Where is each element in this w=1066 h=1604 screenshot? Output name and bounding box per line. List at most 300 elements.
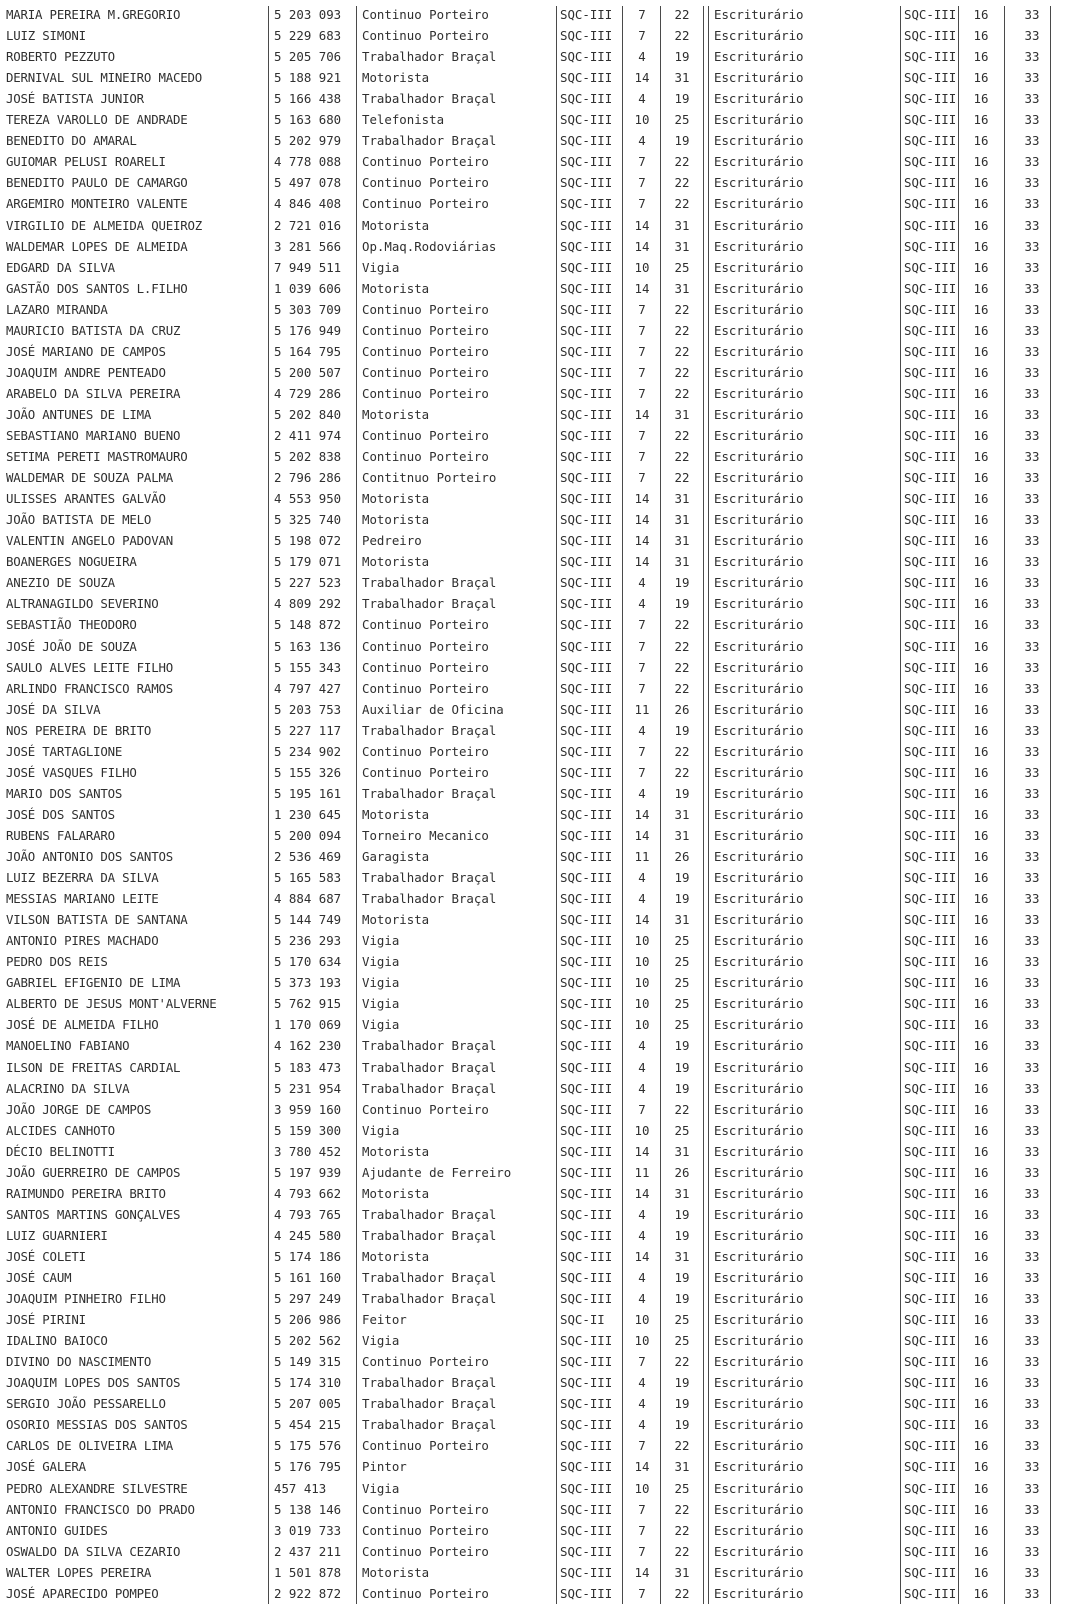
table-row xyxy=(0,951,1066,972)
new-table-cell: SQC-III xyxy=(904,1227,957,1243)
new-position-cell: Escriturário xyxy=(714,659,804,675)
current-table-cell: SQC-III xyxy=(560,1291,613,1307)
current-reference-cell: 19 xyxy=(674,1375,690,1391)
current-position-cell: Trabalhador Braçal xyxy=(362,1059,497,1075)
current-position-cell: Continuo Porteiro xyxy=(362,1354,489,1370)
current-position-cell: Trabalhador Braçal xyxy=(362,1291,497,1307)
current-level-cell: 14 xyxy=(634,1459,650,1475)
new-reference-cell: 33 xyxy=(1024,238,1040,254)
employee-name-cell: JOSÉ PIRINI xyxy=(6,1312,86,1328)
current-position-cell: Trabalhador Braçal xyxy=(362,133,497,149)
current-level-cell: 7 xyxy=(638,1354,646,1370)
table-row xyxy=(0,1057,1066,1078)
new-level-cell: 16 xyxy=(973,133,989,149)
table-row xyxy=(0,614,1066,635)
new-position-cell: Escriturário xyxy=(714,449,804,465)
new-reference-cell: 33 xyxy=(1024,1227,1040,1243)
new-reference-cell: 33 xyxy=(1024,175,1040,191)
current-position-cell: Motorista xyxy=(362,1564,430,1580)
employee-name-cell: SETIMA PERETI MASTROMAURO xyxy=(6,449,188,465)
current-position-cell: Motorista xyxy=(362,280,430,296)
new-reference-cell: 33 xyxy=(1024,7,1040,22)
table-row xyxy=(0,699,1066,720)
registration-number-cell: 3 780 452 xyxy=(274,1143,342,1159)
registration-number-cell: 5 176 949 xyxy=(274,322,342,338)
new-table-cell: SQC-III xyxy=(904,975,957,991)
table-row xyxy=(0,215,1066,236)
current-table-cell: SQC-III xyxy=(560,1164,613,1180)
current-reference-cell: 31 xyxy=(674,406,690,422)
current-table-cell: SQC-III xyxy=(560,406,613,422)
new-level-cell: 16 xyxy=(973,659,989,675)
current-position-cell: Trabalhador Braçal xyxy=(362,722,497,738)
registration-number-cell: 5 163 680 xyxy=(274,112,342,128)
new-position-cell: Escriturário xyxy=(714,1354,804,1370)
new-table-cell: SQC-III xyxy=(904,1585,957,1601)
current-table-cell: SQC-III xyxy=(560,1101,613,1117)
new-reference-cell: 33 xyxy=(1024,617,1040,633)
current-reference-cell: 22 xyxy=(674,659,690,675)
new-table-cell: SQC-III xyxy=(904,680,957,696)
current-position-cell: Motorista xyxy=(362,512,430,528)
employee-name-cell: JOSÉ MARIANO DE CAMPOS xyxy=(6,343,166,359)
current-reference-cell: 19 xyxy=(674,1059,690,1075)
table-row xyxy=(0,888,1066,909)
new-reference-cell: 33 xyxy=(1024,954,1040,970)
current-reference-cell: 22 xyxy=(674,680,690,696)
current-position-cell: Trabalhador Braçal xyxy=(362,1038,497,1054)
current-position-cell: Torneiro Mecanico xyxy=(362,827,489,843)
current-reference-cell: 19 xyxy=(674,785,690,801)
column-rule xyxy=(1050,6,1051,1604)
registration-number-cell: 4 809 292 xyxy=(274,596,342,612)
table-row xyxy=(0,4,1066,25)
new-level-cell: 16 xyxy=(973,743,989,759)
current-position-cell: Continuo Porteiro xyxy=(362,175,489,191)
new-level-cell: 16 xyxy=(973,217,989,233)
new-position-cell: Escriturário xyxy=(714,954,804,970)
current-level-cell: 7 xyxy=(638,428,646,443)
current-table-cell: SQC-III xyxy=(560,175,613,191)
current-level-cell: 4 xyxy=(638,785,646,801)
current-position-cell: Continuo Porteiro xyxy=(362,680,489,696)
table-row xyxy=(0,383,1066,404)
table-row xyxy=(0,257,1066,278)
current-reference-cell: 31 xyxy=(674,280,690,296)
new-level-cell: 16 xyxy=(973,975,989,991)
table-row xyxy=(0,825,1066,846)
registration-number-cell: 5 176 795 xyxy=(274,1459,342,1475)
current-position-cell: Telefonista xyxy=(362,112,445,128)
table-row xyxy=(0,1141,1066,1162)
current-table-cell: SQC-III xyxy=(560,933,613,949)
registration-number-cell: 5 202 838 xyxy=(274,449,342,465)
current-table-cell: SQC-III xyxy=(560,1480,613,1496)
new-position-cell: Escriturário xyxy=(714,1185,804,1201)
current-table-cell: SQC-III xyxy=(560,1459,613,1475)
new-level-cell: 16 xyxy=(973,91,989,107)
current-position-cell: Trabalhador Braçal xyxy=(362,785,497,801)
new-position-cell: Escriturário xyxy=(714,617,804,633)
employee-name-cell: SERGIO JOÃO PESSARELLO xyxy=(6,1396,166,1412)
new-position-cell: Escriturário xyxy=(714,1248,804,1264)
new-position-cell: Escriturário xyxy=(714,1438,804,1454)
new-table-cell: SQC-III xyxy=(904,301,957,317)
new-position-cell: Escriturário xyxy=(714,512,804,528)
current-level-cell: 4 xyxy=(638,1206,646,1222)
current-reference-cell: 19 xyxy=(674,1038,690,1054)
new-level-cell: 16 xyxy=(973,1059,989,1075)
employee-name-cell: JOÃO ANTONIO DOS SANTOS xyxy=(6,849,173,864)
new-level-cell: 16 xyxy=(973,1438,989,1454)
registration-number-cell: 5 231 954 xyxy=(274,1080,342,1096)
current-level-cell: 14 xyxy=(634,806,650,822)
employee-name-cell: GASTÃO DOS SANTOS L.FILHO xyxy=(6,280,188,296)
registration-number-cell: 5 195 161 xyxy=(274,785,342,801)
new-level-cell: 16 xyxy=(973,385,989,401)
current-level-cell: 10 xyxy=(634,1312,650,1328)
current-table-cell: SQC-III xyxy=(560,785,613,801)
current-reference-cell: 25 xyxy=(674,112,690,128)
current-position-cell: Continuo Porteiro xyxy=(362,364,489,380)
employee-name-cell: JOAQUIM ANDRE PENTEADO xyxy=(6,364,166,380)
current-table-cell: SQC-III xyxy=(560,1206,613,1222)
employee-name-cell: BENEDITO DO AMARAL xyxy=(6,133,137,149)
current-reference-cell: 22 xyxy=(674,470,690,486)
new-position-cell: Escriturário xyxy=(714,554,804,570)
employee-name-cell: MAURICIO BATISTA DA CRUZ xyxy=(6,322,181,338)
registration-number-cell: 5 179 071 xyxy=(274,554,342,570)
current-level-cell: 10 xyxy=(634,259,650,275)
new-level-cell: 16 xyxy=(973,933,989,949)
current-reference-cell: 31 xyxy=(674,1185,690,1201)
table-row xyxy=(0,1099,1066,1120)
new-level-cell: 16 xyxy=(973,785,989,801)
current-reference-cell: 31 xyxy=(674,217,690,233)
current-position-cell: Op.Maq.Rodoviárias xyxy=(362,238,497,254)
current-table-cell: SQC-III xyxy=(560,217,613,233)
current-level-cell: 7 xyxy=(638,1585,646,1601)
new-table-cell: SQC-III xyxy=(904,154,957,170)
current-position-cell: Motorista xyxy=(362,1143,430,1159)
new-position-cell: Escriturário xyxy=(714,470,804,486)
current-position-cell: Vigia xyxy=(362,1122,400,1138)
new-level-cell: 16 xyxy=(973,638,989,654)
current-reference-cell: 25 xyxy=(674,996,690,1012)
new-position-cell: Escriturário xyxy=(714,196,804,212)
new-position-cell: Escriturário xyxy=(714,764,804,780)
new-table-cell: SQC-III xyxy=(904,1248,957,1264)
current-position-cell: Continuo Porteiro xyxy=(362,196,489,212)
registration-number-cell: 4 797 427 xyxy=(274,680,342,696)
current-table-cell: SQC-III xyxy=(560,1438,613,1454)
employee-name-cell: DIVINO DO NASCIMENTO xyxy=(6,1354,152,1370)
employee-name-cell: ILSON DE FREITAS CARDIAL xyxy=(6,1059,181,1075)
registration-number-cell: 5 203 753 xyxy=(274,701,342,717)
registration-number-cell: 5 159 300 xyxy=(274,1122,342,1138)
new-position-cell: Escriturário xyxy=(714,1122,804,1138)
current-level-cell: 10 xyxy=(634,112,650,128)
current-reference-cell: 25 xyxy=(674,1017,690,1033)
current-table-cell: SQC-III xyxy=(560,28,613,44)
registration-number-cell: 2 922 872 xyxy=(274,1585,342,1601)
registration-number-cell: 4 729 286 xyxy=(274,385,342,401)
table-row xyxy=(0,299,1066,320)
new-table-cell: SQC-III xyxy=(904,1080,957,1096)
current-level-cell: 7 xyxy=(638,449,646,465)
new-reference-cell: 33 xyxy=(1024,1480,1040,1496)
current-table-cell: SQC-III xyxy=(560,343,613,359)
current-level-cell: 7 xyxy=(638,638,646,654)
current-table-cell: SQC-III xyxy=(560,364,613,380)
current-table-cell: SQC-III xyxy=(560,1059,613,1075)
new-reference-cell: 33 xyxy=(1024,680,1040,696)
employee-name-cell: JOSÉ COLETI xyxy=(6,1248,86,1264)
current-level-cell: 10 xyxy=(634,1480,650,1496)
employee-name-cell: NOS PEREIRA DE BRITO xyxy=(6,722,152,738)
new-reference-cell: 33 xyxy=(1024,1206,1040,1222)
employee-name-cell: BOANERGES NOGUEIRA xyxy=(6,554,137,570)
registration-number-cell: 5 144 749 xyxy=(274,912,342,928)
registration-number-cell: 2 437 211 xyxy=(274,1543,342,1559)
new-reference-cell: 33 xyxy=(1024,1396,1040,1412)
registration-number-cell: 5 170 634 xyxy=(274,954,342,970)
employee-name-cell: JOSÉ GALERA xyxy=(6,1459,86,1475)
current-level-cell: 7 xyxy=(638,175,646,191)
new-level-cell: 16 xyxy=(973,196,989,212)
current-position-cell: Contitnuo Porteiro xyxy=(362,470,497,486)
current-reference-cell: 19 xyxy=(674,1291,690,1307)
current-level-cell: 7 xyxy=(638,7,646,22)
table-row xyxy=(0,88,1066,109)
registration-number-cell: 5 164 795 xyxy=(274,343,342,359)
current-level-cell: 14 xyxy=(634,554,650,570)
new-reference-cell: 33 xyxy=(1024,1312,1040,1328)
new-reference-cell: 33 xyxy=(1024,722,1040,738)
new-position-cell: Escriturário xyxy=(714,322,804,338)
table-row xyxy=(0,804,1066,825)
new-reference-cell: 33 xyxy=(1024,28,1040,44)
new-level-cell: 16 xyxy=(973,701,989,717)
new-level-cell: 16 xyxy=(973,364,989,380)
table-row xyxy=(0,1351,1066,1372)
new-level-cell: 16 xyxy=(973,1206,989,1222)
new-position-cell: Escriturário xyxy=(714,1333,804,1349)
new-reference-cell: 33 xyxy=(1024,1038,1040,1054)
new-table-cell: SQC-III xyxy=(904,1459,957,1475)
column-rule xyxy=(900,6,901,1604)
new-position-cell: Escriturário xyxy=(714,870,804,886)
registration-number-cell: 5 138 146 xyxy=(274,1501,342,1517)
current-position-cell: Auxiliar de Oficina xyxy=(362,701,504,717)
current-level-cell: 7 xyxy=(638,343,646,359)
current-table-cell: SQC-III xyxy=(560,491,613,507)
employee-name-cell: LUIZ BEZERRA DA SILVA xyxy=(6,870,159,886)
current-reference-cell: 22 xyxy=(674,7,690,22)
new-position-cell: Escriturário xyxy=(714,1143,804,1159)
current-table-cell: SQC-III xyxy=(560,638,613,654)
current-reference-cell: 19 xyxy=(674,596,690,612)
current-reference-cell: 25 xyxy=(674,975,690,991)
new-table-cell: SQC-III xyxy=(904,259,957,275)
current-table-cell: SQC-III xyxy=(560,975,613,991)
current-table-cell: SQC-III xyxy=(560,1396,613,1412)
table-row xyxy=(0,1330,1066,1351)
employee-name-cell: SEBASTIANO MARIANO BUENO xyxy=(6,428,181,443)
employee-name-cell: JOSÉ TARTAGLIONE xyxy=(6,743,123,759)
current-table-cell: SQC-III xyxy=(560,238,613,254)
employee-name-cell: DERNIVAL SUL MINEIRO MACEDO xyxy=(6,70,203,86)
employee-name-cell: ALACRINO DA SILVA xyxy=(6,1080,130,1096)
new-level-cell: 16 xyxy=(973,491,989,507)
new-level-cell: 16 xyxy=(973,1375,989,1391)
current-level-cell: 4 xyxy=(638,133,646,149)
new-reference-cell: 33 xyxy=(1024,491,1040,507)
new-level-cell: 16 xyxy=(973,1459,989,1475)
new-reference-cell: 33 xyxy=(1024,806,1040,822)
current-level-cell: 14 xyxy=(634,827,650,843)
table-row xyxy=(0,404,1066,425)
new-reference-cell: 33 xyxy=(1024,638,1040,654)
employee-name-cell: JOSÉ DE ALMEIDA FILHO xyxy=(6,1017,159,1033)
current-level-cell: 7 xyxy=(638,301,646,317)
table-row xyxy=(0,593,1066,614)
current-table-cell: SQC-III xyxy=(560,954,613,970)
new-level-cell: 16 xyxy=(973,1248,989,1264)
new-level-cell: 16 xyxy=(973,1543,989,1559)
new-table-cell: SQC-III xyxy=(904,1501,957,1517)
current-position-cell: Continuo Porteiro xyxy=(362,301,489,317)
new-table-cell: SQC-III xyxy=(904,1312,957,1328)
new-table-cell: SQC-III xyxy=(904,764,957,780)
current-position-cell: Continuo Porteiro xyxy=(362,743,489,759)
new-table-cell: SQC-III xyxy=(904,7,957,22)
table-row xyxy=(0,846,1066,867)
new-reference-cell: 33 xyxy=(1024,912,1040,928)
current-table-cell: SQC-III xyxy=(560,1585,613,1601)
current-table-cell: SQC-II xyxy=(560,1312,605,1328)
new-table-cell: SQC-III xyxy=(904,428,957,443)
new-position-cell: Escriturário xyxy=(714,827,804,843)
current-level-cell: 10 xyxy=(634,1333,650,1349)
new-level-cell: 16 xyxy=(973,870,989,886)
new-table-cell: SQC-III xyxy=(904,322,957,338)
current-table-cell: SQC-III xyxy=(560,1143,613,1159)
new-level-cell: 16 xyxy=(973,1164,989,1180)
current-position-cell: Trabalhador Braçal xyxy=(362,1375,497,1391)
registration-number-cell: 1 501 878 xyxy=(274,1564,342,1580)
current-table-cell: SQC-III xyxy=(560,322,613,338)
employee-name-cell: TEREZA VAROLLO DE ANDRADE xyxy=(6,112,188,128)
new-table-cell: SQC-III xyxy=(904,806,957,822)
new-level-cell: 16 xyxy=(973,428,989,443)
current-level-cell: 10 xyxy=(634,1122,650,1138)
current-level-cell: 4 xyxy=(638,1417,646,1433)
new-table-cell: SQC-III xyxy=(904,1101,957,1117)
new-level-cell: 16 xyxy=(973,154,989,170)
new-table-cell: SQC-III xyxy=(904,1164,957,1180)
table-row xyxy=(0,46,1066,67)
current-reference-cell: 31 xyxy=(674,912,690,928)
employee-name-cell: JOÃO JORGE DE CAMPOS xyxy=(6,1101,152,1117)
current-level-cell: 7 xyxy=(638,1101,646,1117)
table-row xyxy=(0,25,1066,46)
new-table-cell: SQC-III xyxy=(904,701,957,717)
new-table-cell: SQC-III xyxy=(904,1354,957,1370)
new-level-cell: 16 xyxy=(973,28,989,44)
new-level-cell: 16 xyxy=(973,343,989,359)
employee-name-cell: EDGARD DA SILVA xyxy=(6,259,115,275)
current-table-cell: SQC-III xyxy=(560,91,613,107)
current-table-cell: SQC-III xyxy=(560,1354,613,1370)
current-position-cell: Trabalhador Braçal xyxy=(362,49,497,65)
new-position-cell: Escriturário xyxy=(714,49,804,65)
current-level-cell: 10 xyxy=(634,933,650,949)
new-position-cell: Escriturário xyxy=(714,1227,804,1243)
table-row xyxy=(0,236,1066,257)
new-reference-cell: 33 xyxy=(1024,112,1040,128)
new-level-cell: 16 xyxy=(973,259,989,275)
current-level-cell: 4 xyxy=(638,1375,646,1391)
new-position-cell: Escriturário xyxy=(714,491,804,507)
new-level-cell: 16 xyxy=(973,1122,989,1138)
current-level-cell: 10 xyxy=(634,954,650,970)
current-position-cell: Pedreiro xyxy=(362,533,422,549)
table-row xyxy=(0,636,1066,657)
current-table-cell: SQC-III xyxy=(560,891,613,907)
registration-number-cell: 4 793 765 xyxy=(274,1206,342,1222)
current-position-cell: Continuo Porteiro xyxy=(362,322,489,338)
new-level-cell: 16 xyxy=(973,891,989,907)
new-level-cell: 16 xyxy=(973,238,989,254)
new-level-cell: 16 xyxy=(973,596,989,612)
current-level-cell: 7 xyxy=(638,364,646,380)
new-reference-cell: 33 xyxy=(1024,1185,1040,1201)
current-reference-cell: 22 xyxy=(674,154,690,170)
new-reference-cell: 33 xyxy=(1024,975,1040,991)
current-reference-cell: 25 xyxy=(674,1480,690,1496)
current-reference-cell: 22 xyxy=(674,1438,690,1454)
current-table-cell: SQC-III xyxy=(560,596,613,612)
registration-number-cell: 5 205 706 xyxy=(274,49,342,65)
current-reference-cell: 22 xyxy=(674,428,690,443)
current-position-cell: Motorista xyxy=(362,1185,430,1201)
current-position-cell: Continuo Porteiro xyxy=(362,1501,489,1517)
employee-name-cell: MARIO DOS SANTOS xyxy=(6,785,123,801)
new-position-cell: Escriturário xyxy=(714,364,804,380)
new-level-cell: 16 xyxy=(973,1522,989,1538)
new-reference-cell: 33 xyxy=(1024,1564,1040,1580)
current-position-cell: Vigia xyxy=(362,933,400,949)
new-table-cell: SQC-III xyxy=(904,1396,957,1412)
current-table-cell: SQC-III xyxy=(560,827,613,843)
employee-name-cell: ALTRANAGILDO SEVERINO xyxy=(6,596,159,612)
new-table-cell: SQC-III xyxy=(904,343,957,359)
new-reference-cell: 33 xyxy=(1024,1585,1040,1601)
current-table-cell: SQC-III xyxy=(560,764,613,780)
new-level-cell: 16 xyxy=(973,1354,989,1370)
employee-name-cell: SAULO ALVES LEITE FILHO xyxy=(6,659,173,675)
new-position-cell: Escriturário xyxy=(714,1459,804,1475)
current-position-cell: Motorista xyxy=(362,491,430,507)
employee-name-cell: MARIA PEREIRA M.GREGORIO xyxy=(6,7,181,22)
new-table-cell: SQC-III xyxy=(904,954,957,970)
employee-name-cell: LAZARO MIRANDA xyxy=(6,301,108,317)
current-table-cell: SQC-III xyxy=(560,1185,613,1201)
table-row xyxy=(0,362,1066,383)
new-table-cell: SQC-III xyxy=(904,575,957,591)
new-level-cell: 16 xyxy=(973,1270,989,1285)
